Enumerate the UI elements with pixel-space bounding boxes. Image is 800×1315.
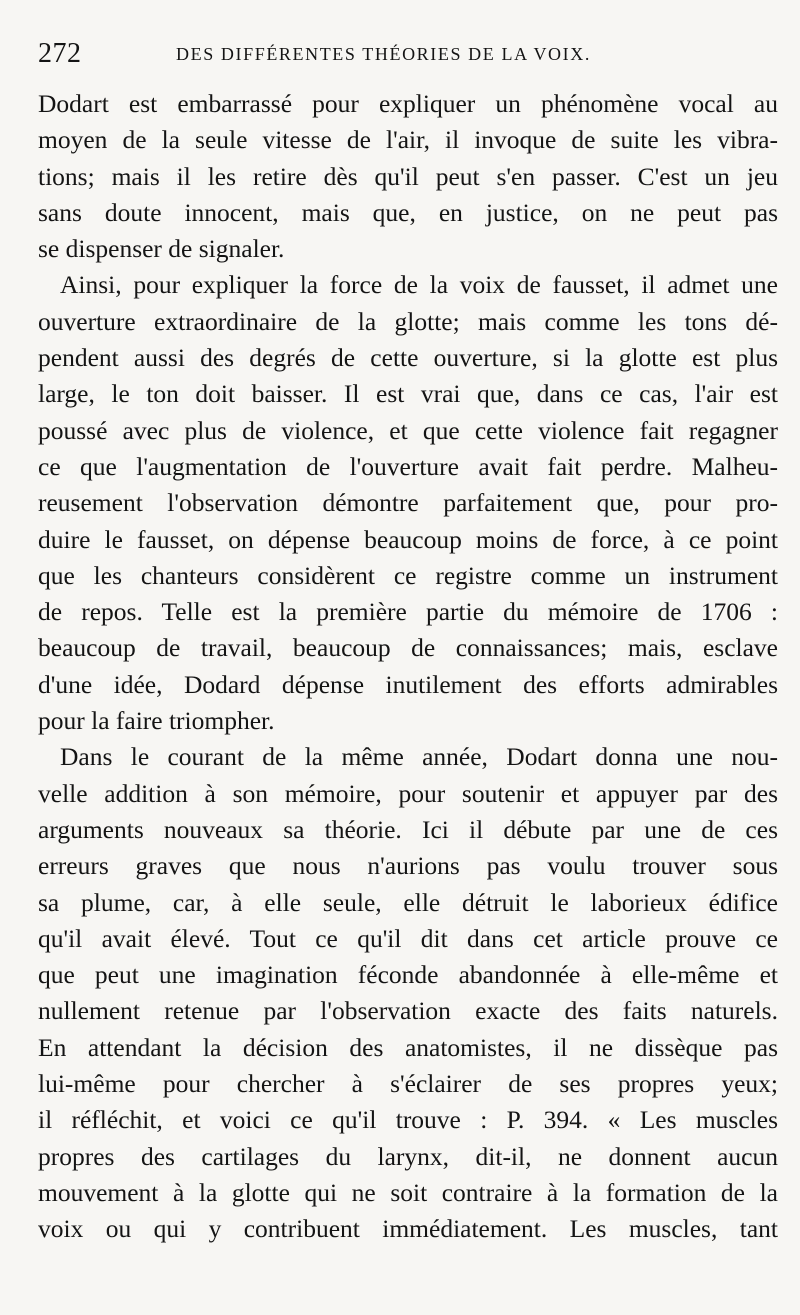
- text-line: qu'il avait élevé. Tout ce qu'il dit dans cet article prouve ce: [38, 923, 778, 953]
- running-title: DES DIFFÉRENTES THÉORIES DE LA VOIX.: [176, 44, 591, 64]
- text-line: tions; mais il les retire dès qu'il peut s'en passer. C'est un jeu: [38, 161, 778, 191]
- text-line: mouvement à la glotte qui ne soit contraire à la formation de la: [38, 1177, 778, 1207]
- text-line: erreurs graves que nous n'aurions pas voulu trouver sous: [38, 851, 778, 881]
- text-line: duire le fausset, on dépense beaucoup moins de force, à ce point: [38, 524, 778, 554]
- text-line: reusement l'observation démontre parfaitement que, pour pro-: [38, 488, 778, 518]
- text-line: moyen de la seule vitesse de l'air, il invoque de suite les vibra-: [38, 125, 778, 155]
- text-line: que les chanteurs considèrent ce registre comme un instrument: [38, 560, 778, 590]
- page-header: [38, 36, 778, 72]
- text-line: beaucoup de travail, beaucoup de connaissances; mais, esclave: [38, 633, 778, 663]
- text-line: poussé avec plus de violence, et que cette violence fait regagner: [38, 415, 778, 445]
- text-line: lui-même pour chercher à s'éclairer de ses propres yeux;: [38, 1069, 778, 1099]
- text-line: d'une idée, Dodard dépense inutilement des efforts admirables: [38, 669, 778, 699]
- text-line: pendent aussi des degrés de cette ouverture, si la glotte est plus: [38, 343, 778, 373]
- text-line: voix ou qui y contribuent immédiatement. Les muscles, tant: [38, 1214, 778, 1244]
- text-line: Ainsi, pour expliquer la force de la voix de fausset, il admet une: [60, 270, 778, 300]
- text-line: Dodart est embarrassé pour expliquer un phénomène vocal au: [38, 89, 778, 118]
- text-line: arguments nouveaux sa théorie. Ici il débute par une de ces: [38, 814, 778, 844]
- page-number: 272: [38, 38, 82, 69]
- text-line: que peut une imagination féconde abandonnée à elle-même et: [38, 960, 778, 990]
- text-line: sans doute innocent, mais que, en justice, on ne peut pas: [38, 197, 778, 227]
- text-line: velle addition à son mémoire, pour soutenir et appuyer par des: [38, 778, 778, 808]
- text-line: de repos. Telle est la première partie du mémoire de 1706 :: [38, 597, 778, 627]
- text-line: ce que l'augmentation de l'ouverture avait fait perdre. Malheu-: [38, 451, 778, 481]
- text-line: il réfléchit, et voici ce qu'il trouve : P. 394. « Les muscles: [38, 1105, 778, 1135]
- text-line: sa plume, car, à elle seule, elle détruit le laborieux édifice: [38, 887, 778, 917]
- text-line: pour la faire triompher.: [38, 706, 275, 736]
- body-text: [38, 86, 778, 1248]
- text-line: large, le ton doit baisser. Il est vrai que, dans ce cas, l'air est: [38, 379, 778, 409]
- text-line: En attendant la décision des anatomistes, il ne dissèque pas: [38, 1032, 778, 1062]
- text-line: nullement retenue par l'observation exacte des faits naturels.: [38, 996, 778, 1026]
- text-line: ouverture extraordinaire de la glotte; mais comme les tons dé-: [38, 306, 778, 336]
- text-line: propres des cartilages du larynx, dit-il, ne donnent aucun: [38, 1141, 778, 1171]
- text-line: se dispenser de signaler.: [38, 234, 285, 264]
- text-line: Dans le courant de la même année, Dodart donna une nou-: [60, 742, 778, 772]
